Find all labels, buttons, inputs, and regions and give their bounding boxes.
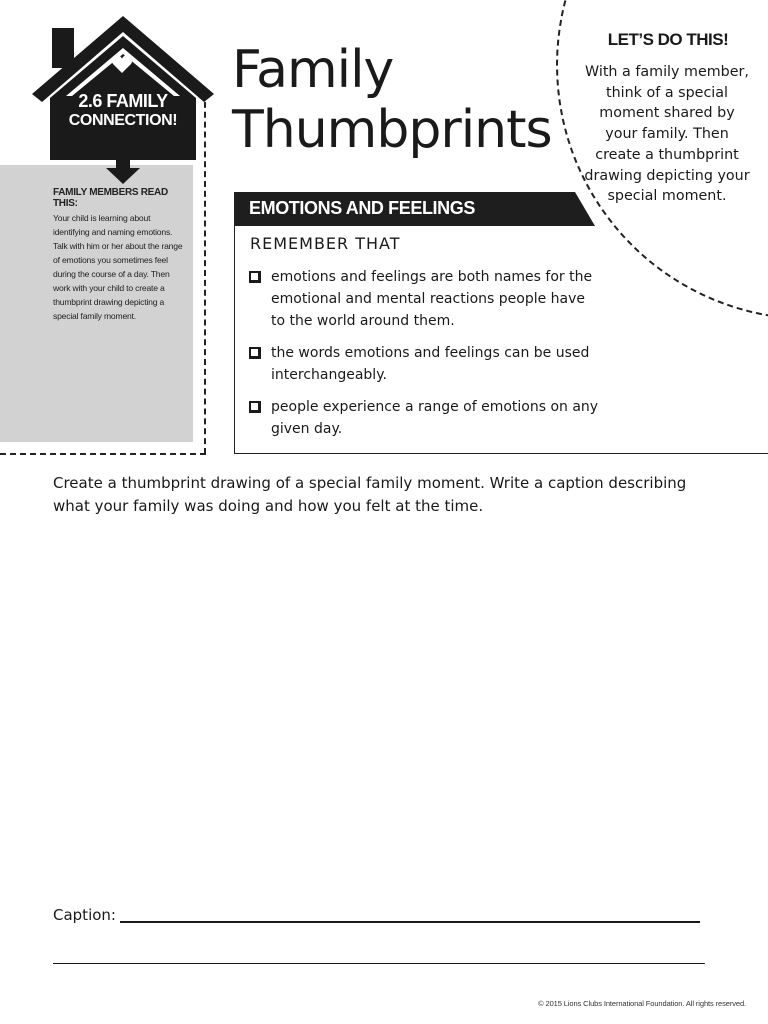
checkbox-icon	[249, 401, 261, 413]
callout-heading: LET’S DO THIS!	[607, 30, 729, 49]
instructions-text: Create a thumbprint drawing of a special family moment. Write a caption describing what your family was doing and how you felt at the time.	[53, 474, 687, 515]
list-item	[249, 396, 599, 440]
checkbox-icon	[249, 347, 261, 359]
family-panel-body: Your child is learning about identifying and naming emotions. Talk with him or her about the range of emotions you sometimes feel during the course of a day. Then work with your child to create a thumbprint drawing depicting a special family moment.	[53, 213, 183, 321]
badge-line2: CONNECTION!	[68, 112, 178, 129]
family-members-panel	[0, 165, 193, 442]
copyright-notice: © 2015 Lions Clubs International Foundation. All rights reserved.	[538, 999, 746, 1008]
cutout-dashed-border-horizontal	[0, 453, 206, 455]
heart-icon	[111, 54, 133, 74]
list-item	[249, 342, 599, 386]
title-line1: Family	[232, 40, 394, 100]
remember-list	[249, 266, 599, 450]
remember-heading: REMEMBER THAT	[250, 234, 401, 253]
emotions-header-label: EMOTIONS AND FEELINGS	[249, 198, 475, 218]
bullet-text: the words emotions and feelings can be used interchangeably.	[271, 345, 590, 383]
caption-line[interactable]	[120, 921, 700, 923]
bullet-text: emotions and feelings are both names for the emotional and mental reactions people have to the world around them.	[271, 269, 593, 329]
list-item	[249, 266, 599, 332]
checkbox-icon	[249, 271, 261, 283]
caption-line-second[interactable]	[53, 963, 705, 964]
title-line2: Thumbprints	[232, 100, 552, 160]
caption-label: Caption:	[53, 906, 116, 924]
page-title	[232, 40, 552, 160]
bullet-text: people experience a range of emotions on any given day.	[271, 399, 599, 437]
family-panel-heading: FAMILY MEMBERS READ THIS:	[53, 187, 168, 209]
badge-line1: 2.6 FAMILY	[78, 91, 168, 111]
callout-body: With a family member, think of a special moment shared by your family. Then create a thumbprint drawing depicting your special moment.	[584, 64, 750, 205]
emotions-box	[234, 192, 768, 454]
